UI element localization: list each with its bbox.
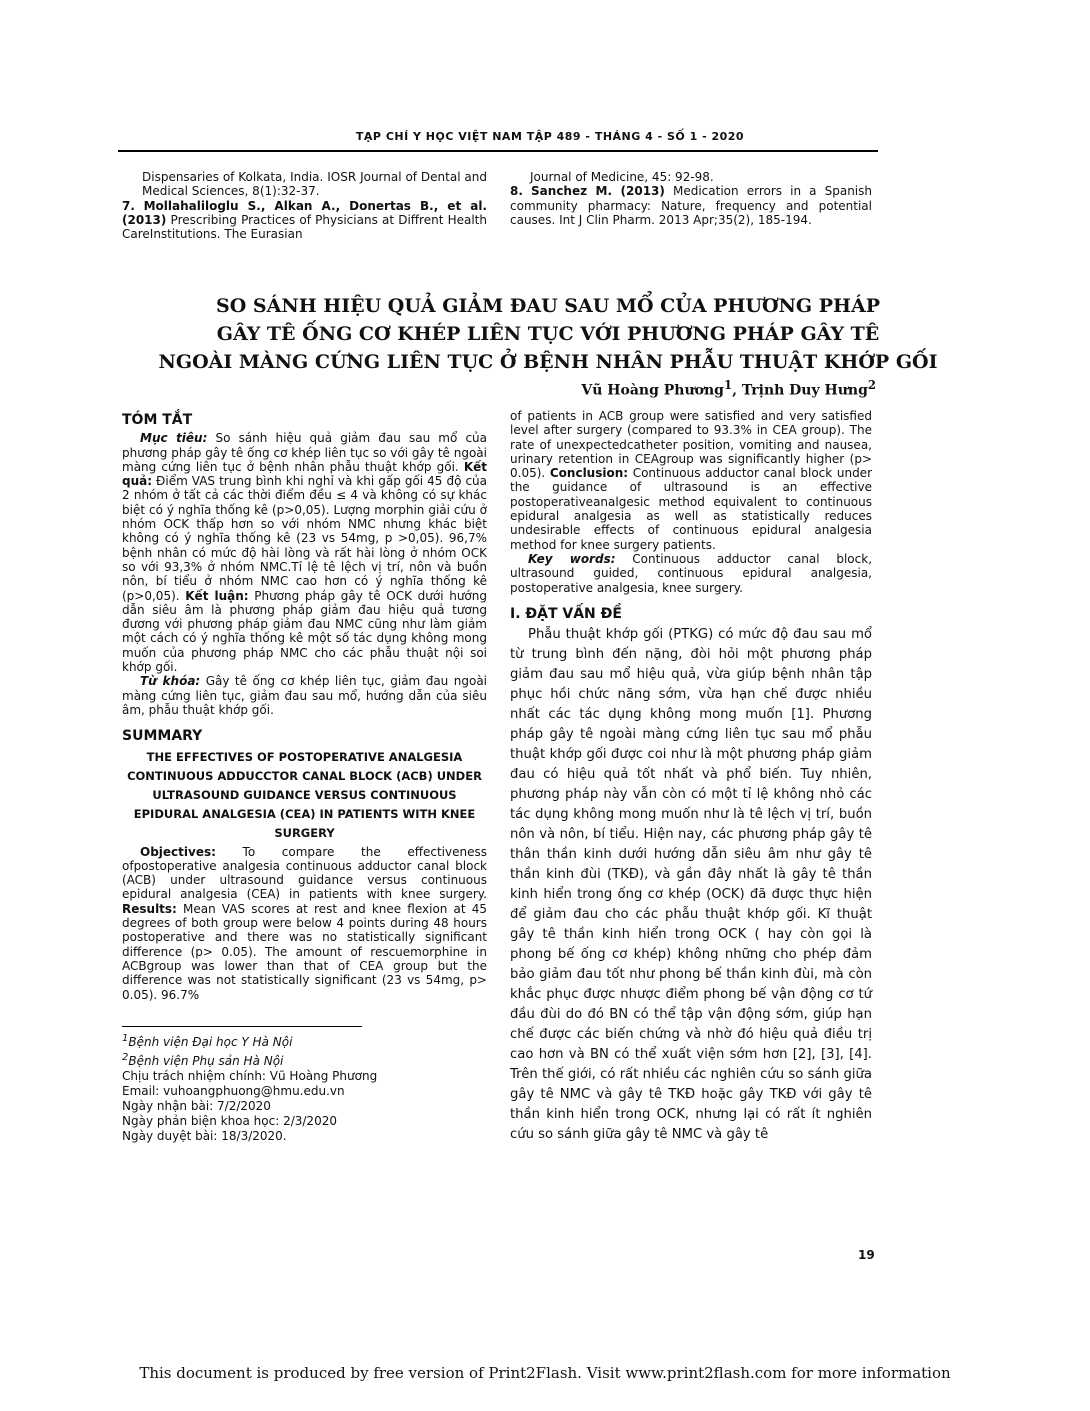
references-right [510,170,872,227]
reference-number: 8. [510,184,523,199]
reference-item [510,170,872,184]
intro-heading: I. ĐẶT VẤN ĐỀ [510,605,622,622]
right-column [510,409,872,1145]
summary-continued [510,409,872,552]
footnote-mark: 2 [122,1051,129,1063]
author-name: Trịnh Duy Hưng [741,382,868,399]
affiliation-1 [122,1031,487,1050]
left-column [122,413,487,1144]
author-separator: , [732,382,742,399]
keywords-label: Từ khóa: [140,674,201,689]
footnote-divider [122,1026,362,1027]
affiliation-text: Bệnh viện Phụ sản Hà Nội [128,1053,284,1068]
affiliation-text: Bệnh viện Đại học Y Hà Nội [128,1034,293,1049]
author-list [581,378,876,399]
objective-text: So sánh hiệu quả giảm đau sau mổ của phương pháp gây tê ống cơ khép liên tục so với gây tê ngoài màng cứng liên tục ở bệnh nhân phẫu thuật khớp gối. [122,431,488,474]
summary-heading: SUMMARY [122,728,203,745]
email: Email: vuhoangphuong@hmu.edu.vn [122,1083,345,1098]
summary-paragraph [122,845,487,1002]
conclusion-text: Phương pháp gây tê OCK dưới hướng dẫn siêu âm là phương pháp giảm đau hiệu quả tương đương với phương pháp giảm đau NMC cũng như làm giảm một cách có ý nghĩa thống kê một số tác dụng không mong muốn của phương pháp NMC cho các phẫu thuật nội soi khớp gối. [122,588,487,675]
review-date: Ngày phản biện khoa học: 2/3/2020 [122,1113,337,1128]
footnotes [122,1031,487,1144]
reference-item [122,199,487,242]
reference-text: Dispensaries of Kolkata, India. IOSR Journal of Dental and Medical Sciences, 8(1):32-37. [142,170,487,199]
reference-number: 7. [122,198,135,213]
header-divider [118,150,878,152]
reference-authors: Mollahaliloglu S., Alkan A., Donertas B., et al. (2013) [122,198,487,227]
footnote-mark: 1 [122,1032,129,1044]
accepted-date: Ngày duyệt bài: 18/3/2020. [122,1128,287,1143]
reference-item [510,184,872,227]
reference-text: Medication errors in a Spanish community pharmacy: Nature, frequency and potential causes. Int J Clin Pharm. 2013 Apr;35(2), 185-194. [510,184,872,227]
received-date: Ngày nhận bài: 7/2/2020 [122,1098,271,1113]
intro-paragraph: Phẫu thuật khớp gối (PTKG) có mức độ đau sau mổ từ trung bình đến nặng, đòi hỏi một phương pháp giảm đau sau mổ hiệu quả, vừa giúp bệnh nhân tập phục hồi chức năng sớm, vừa hạn chế được nhiều nhất các tác dụng không mong muốn [1]. Phương pháp gây tê ngoài màng cứng liên tục sau mổ phẫu thuật khớp gối được coi như là một phương pháp giảm đau có hiệu quả tốt nhất và phổ biến. Tuy nhiên, phương pháp này vẫn còn có một tỉ lệ không nhỏ các tác dụng không mong muốn như là tê lệch vị trí, buồn nôn và nôn, bí tiểu. Hiện nay, các phương pháp gây tê thân thần kinh dưới hướng dẫn siêu âm như gây tê thần kinh đùi (TKĐ), và gần đây nhất là gây tê thần kinh hiển trong ống cơ khép (OCK) đã được thực hiện để giảm đau cho các phẫu thuật khớp gối. Kĩ thuật gây tê thần kinh hiển trong OCK ( hay còn gọi là phong bế ống cơ khép) không những cho phép đảm bảo giảm đau tốt như phong bế thần kinh đùi, mà còn khắc phục được nhược điểm phong bế vận động cơ tứ đầu đùi do đó BN có thể tập vận động sớm, giúp hạn chế được các biến chứng và nhờ đó hiệu quả điều trị cao hơn và BN có thể xuất viện sớm hơn [2], [3], [4]. Trên thế giới, có rất nhiều các nghiên cứu so sánh giữa gây tê NMC và gây tê TKĐ hoặc gây TKĐ với gây tê thần kinh hiển trong OCK, nhưng lại có rất ít nghiên cứu so sánh giữa gây tê NMC và gây tê [510,627,872,1143]
conclusion-label: Kết luận: [185,588,249,603]
reference-text: Journal of Medicine, 45: 92-98. [530,170,714,184]
author-name: Vũ Hoàng Phương [581,382,724,399]
abstract-heading: TÓM TẮT [122,412,193,428]
author-affiliation-mark: 1 [723,378,733,392]
conclusion-label-en: Conclusion: [549,466,629,481]
objectives-label: Objectives: [140,844,216,859]
keywords-text-en: Continuous adductor canal block, ultrasound guided, continuous epidural analgesia, postoperative analgesia, knee surgery. [510,551,873,595]
title-line: NGOÀI MÀNG CỨNG LIÊN TỤC Ở BỆNH NHÂN PHẪU THUẬT KHỚP GỐI [158,351,938,373]
results-text-en: Mean VAS scores at rest and knee flexion at 45 degrees of both group were below 4 points during 48 hours postoperative and there was no statistically significant difference (p> 0.05). The amount of rescuemorphine in ACBgroup was lower than that of CEA group but the difference was not statistically significant (23 vs 54mg, p> 0.05). 96.7% [122,901,487,1002]
affiliation-2 [122,1050,487,1069]
title-line: SO SÁNH HIỆU QUẢ GIẢM ĐAU SAU MỔ CỦA PHƯƠNG PHÁP [215,295,881,317]
reference-item [122,170,487,199]
reference-text: Prescribing Practices of Physicians at Diffrent Health CareInstitutions. The Eurasian [122,212,487,242]
keywords-en-paragraph [510,552,872,595]
journal-header: TẠP CHÍ Y HỌC VIỆT NAM TẬP 489 - THÁNG 4 - SỐ 1 - 2020 [355,130,745,143]
watermark-notice: This document is produced by free version of Print2Flash. Visit www.print2flash.com for more information [139,1364,951,1382]
keywords-text: Gây tê ống cơ khép liên tục, giảm đau ngoài màng cứng liên tục, giảm đau sau mổ, hướng dẫn của siêu âm, phẫu thuật khớp gối. [122,674,488,717]
article-title [120,292,976,376]
corresponding-author: Chịu trách nhiệm chính: Vũ Hoàng Phương [122,1068,378,1083]
results-label-en: Results: [122,901,177,916]
reference-authors: Sanchez M. (2013) [531,184,665,199]
references-left [122,170,487,241]
abstract-paragraph [122,431,487,674]
summary-cont-text: of patients in ACB group were satisfied and very satisfied level after surgery (compared to 93.3% in CEA group). The rate of unexpectedcatheter position, vomiting and nausea, urinary retention in CEAgroup was significantly higher (p> 0.05). [510,409,872,481]
keywords-paragraph [122,674,487,717]
title-line: GÂY TÊ ỐNG CƠ KHÉP LIÊN TỤC VỚI PHƯƠNG PHÁP GÂY TÊ [216,323,880,345]
objectives-text: To compare the effectiveness ofpostoperative analgesia continuous adductor canal block (ACB) under ultrasound guidance versus continuous epidural analgesia (CEA) in patients with knee surgery. [122,844,487,902]
author-affiliation-mark: 2 [867,378,876,392]
english-title: THE EFFECTIVES OF POSTOPERATIVE ANALGESIA CONTINUOUS ADDUCCTOR CANAL BLOCK (ACB) UNDER ULTRASOUND GUIDANCE VERSUS CONTINUOUS EPIDURAL ANALGESIA (CEA) IN PATIENTS WITH KNEE SURGERY [127,749,482,840]
results-label: Kết quả: [122,459,487,489]
keywords-label-en: Key words: [528,551,616,566]
results-text: Điểm VAS trung bình khi nghỉ và khi gấp gối 45 độ của 2 nhóm ở tất cả các thời điểm đều ≤ 4 và không có sự khác biệt có ý nghĩa thống kê (p>0,05). Lượng morphin giải cứu ở nhóm OCK thấp hơn so với nhóm NMC nhưng khác biệt không có ý nghĩa thống kê (23 vs 54mg, p >0,05). 96,7% bệnh nhân có mức độ hài lòng và rất hài lòng ở nhóm OCK so với 93,3% ở nhóm NMC.Tỉ lệ tê lệch vị trí, nôn và buồn nôn, bí tiểu ở nhóm NMC cao hơn có ý nghĩa thống kê (p>0,05). [122,474,487,603]
objective-label: Mục tiêu: [140,431,208,446]
conclusion-text-en: Continuous adductor canal block under the guidance of ultrasound is an effective postoperativeanalgesic method equivalent to continuous epidural analgesia as well as statistically reduces undesirable effects of continuous epidural analgesia method for knee surgery patients. [510,466,873,552]
page-number: 19 [858,1248,875,1262]
